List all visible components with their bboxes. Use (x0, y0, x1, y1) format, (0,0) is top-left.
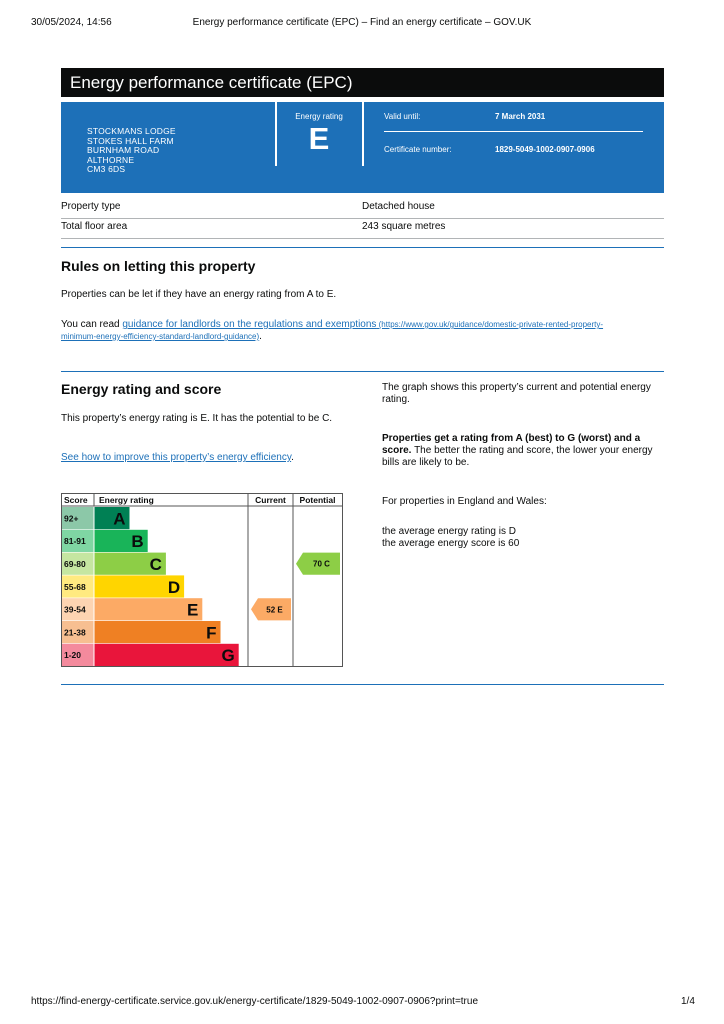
score-range-label: 55-68 (64, 581, 86, 592)
graph-explanation: The graph shows this property’s current and potential energy rating. (382, 382, 651, 405)
rating-letter-label: C (149, 555, 162, 574)
address-line: BURNHAM ROAD (87, 145, 160, 156)
certificate-number-value: 1829-5049-1002-0907-0906 (495, 145, 595, 154)
rules-paragraph: Properties can be let if they have an energy rating from A to E. (61, 289, 337, 300)
guidance-prefix: You can read (61, 319, 123, 330)
rating-explanation (382, 433, 664, 469)
rating-letter-label: F (206, 623, 217, 643)
floor-area-row (61, 219, 664, 239)
energy-rating-chart (61, 493, 343, 667)
rating-letter-label: B (131, 532, 144, 552)
landlord-guidance-link[interactable] (61, 319, 603, 342)
energy-rating-label: Energy rating (295, 112, 343, 121)
section-divider (61, 684, 664, 685)
score-range-label: 1-20 (64, 650, 82, 661)
certificate-number-label: Certificate number: (384, 145, 452, 154)
improve-efficiency-link[interactable]: See how to improve this property’s energy efficiency (61, 452, 292, 463)
guidance-link-text: guidance for landlords on the regulations and exemptions (122, 319, 377, 330)
address-line: CM3 6DS (87, 164, 126, 175)
divider (362, 102, 364, 166)
average-score: the average energy score is 60 (382, 538, 520, 549)
score-range-label: 69-80 (64, 559, 86, 569)
rating-bar-g (95, 644, 239, 666)
rating-letter-label: E (186, 600, 199, 620)
address-line: ALTHORNE (87, 154, 135, 165)
current-header: Current (255, 495, 286, 505)
guidance-link-url: (https://www.gov.uk/guidance/domestic-private-rented-property- (376, 320, 604, 329)
section-divider (61, 247, 664, 248)
average-rating: the average energy rating is D (382, 526, 516, 537)
rating-explanation-rest: The better the rating and score, the lower your energy bills are likely to be. (382, 445, 653, 468)
valid-until-value: 7 March 2031 (495, 112, 546, 121)
certificate-title: Energy performance certificate (EPC) (61, 68, 664, 97)
score-range-label: 39-54 (64, 604, 86, 615)
property-type-value: Detached house (362, 201, 435, 212)
guidance-link-url: minimum-energy-efficiency-standard-landlord-guidance) (61, 332, 260, 341)
print-page-title: Energy performance certificate (EPC) – Find an energy certificate – GOV.UK (192, 17, 532, 28)
energy-rating-letter: E (308, 121, 330, 156)
rules-guidance-paragraph (61, 319, 664, 343)
rating-letter-label: D (167, 577, 181, 597)
energy-rating-graph (61, 493, 343, 667)
address-line: STOCKMANS LODGE (87, 126, 176, 136)
rating-letter-label: A (113, 509, 126, 529)
property-type-row (61, 199, 664, 219)
score-range-label: 92+ (64, 513, 79, 524)
rules-heading: Rules on letting this property (61, 258, 256, 274)
print-datetime: 30/05/2024, 14:56 (31, 17, 112, 28)
print-url: https://find-energy-certificate.service.gov.uk/energy-certificate/1829-5049-1002-0907-0906?print=true (31, 996, 479, 1007)
current-rating-label: 52 E (266, 605, 283, 615)
divider (384, 131, 643, 132)
floor-area-value: 243 square metres (362, 221, 446, 232)
property-type-label: Property type (61, 201, 121, 212)
score-paragraph: This property’s energy rating is E. It has the potential to be C. (61, 413, 333, 424)
rating-letter-label: G (221, 646, 235, 666)
score-header: Score (64, 495, 88, 505)
england-wales-label: For properties in England and Wales: (382, 496, 547, 507)
address-line: STOKES HALL FARM (87, 135, 174, 146)
score-heading: Energy rating and score (61, 381, 222, 397)
improve-suffix: . (291, 452, 294, 463)
rating-bar-f (95, 621, 221, 643)
potential-rating-label: 70 C (313, 559, 330, 569)
section-divider (61, 371, 664, 372)
score-range-label: 21-38 (64, 627, 86, 638)
rating-explanation-bold: Properties get a rating from A (best) to G (worst) and a score. (382, 433, 641, 456)
score-range-label: 81-91 (64, 536, 86, 547)
energy-rating-header: Energy rating (99, 495, 154, 505)
improve-paragraph (61, 452, 294, 464)
certificate-summary (61, 102, 664, 193)
guidance-suffix: . (259, 331, 262, 342)
potential-header: Potential (299, 495, 336, 505)
print-page-number: 1/4 (681, 996, 695, 1007)
property-address (87, 127, 176, 175)
floor-area-label: Total floor area (61, 221, 128, 232)
valid-until-label: Valid until: (384, 112, 421, 121)
